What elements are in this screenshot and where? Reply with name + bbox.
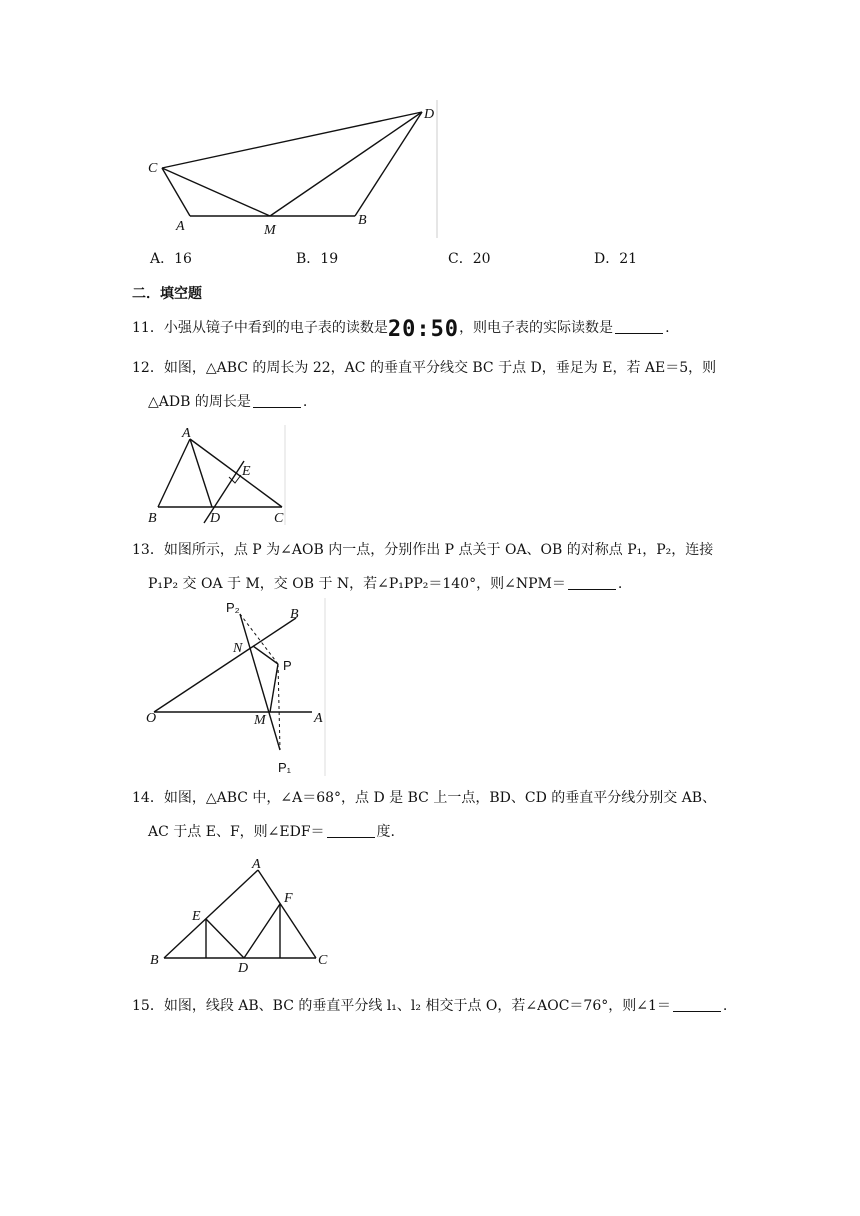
segment-ab bbox=[164, 870, 258, 958]
segment-pp2-dashed bbox=[240, 614, 278, 664]
figure-q12 bbox=[140, 425, 300, 527]
segment-pn bbox=[253, 646, 278, 664]
q12-end: . bbox=[302, 394, 308, 410]
q13-line1: 13．如图所示，点 P 为∠AOB 内一点，分别作出 P 点关于 OA、OB 的对称点 P₁，P₂，连接 bbox=[132, 542, 714, 558]
option-a: A．16 bbox=[150, 251, 192, 267]
label-b: B bbox=[290, 607, 299, 622]
segment-md bbox=[270, 112, 422, 216]
label-b: B bbox=[358, 213, 367, 228]
segment-ac bbox=[258, 870, 316, 958]
label-d: D bbox=[210, 511, 221, 526]
label-b: B bbox=[148, 511, 157, 526]
label-c: C bbox=[148, 161, 158, 176]
figure-q10 bbox=[140, 100, 450, 240]
label-e: E bbox=[192, 909, 201, 924]
section-title: 二．填空题 bbox=[132, 286, 202, 302]
answer-blank-12[interactable] bbox=[253, 393, 301, 408]
answer-blank-11[interactable] bbox=[615, 319, 663, 334]
segment-pp1-dashed bbox=[278, 664, 280, 750]
q13-end: . bbox=[617, 576, 623, 592]
answer-blank-15[interactable] bbox=[673, 997, 721, 1012]
figure-q14 bbox=[140, 852, 340, 974]
label-a: A bbox=[182, 426, 191, 441]
label-a: A bbox=[314, 711, 323, 726]
q15-text: 15．如图，线段 AB、BC 的垂直平分线 l₁、l₂ 相交于点 O，若∠AOC＝76°，则∠1＝ bbox=[132, 998, 671, 1014]
label-o: O bbox=[146, 711, 157, 726]
q15-end: . bbox=[722, 998, 728, 1014]
q14-end: 度. bbox=[376, 824, 395, 840]
q12-line1: 12．如图，△ABC 的周长为 22，AC 的垂直平分线交 BC 于点 D，垂足为 E，若 AE＝5，则 bbox=[132, 360, 717, 376]
q14-line2: AC 于点 E、F，则∠EDF＝ bbox=[148, 824, 325, 840]
label-c: C bbox=[274, 511, 284, 526]
q13-line2: P₁P₂ 交 OA 于 M，交 OB 于 N，若∠P₁PP₂＝140°，则∠NPM＝ bbox=[148, 576, 566, 592]
segment-cd bbox=[162, 112, 422, 168]
segment-p1p2 bbox=[240, 614, 280, 750]
label-c: C bbox=[318, 953, 328, 968]
segment-ad bbox=[190, 439, 212, 507]
q14-line1: 14．如图，△ABC 中，∠A＝68°，点 D 是 BC 上一点，BD、CD 的垂直平分线分别交 AB、 bbox=[132, 790, 717, 806]
segment-ca bbox=[162, 168, 190, 216]
label-p1: P₁ bbox=[278, 760, 292, 775]
segment-ab bbox=[158, 439, 190, 507]
q11-end: . bbox=[665, 320, 670, 336]
segment-df bbox=[244, 904, 280, 958]
label-p2: P₂ bbox=[226, 600, 240, 615]
label-a: A bbox=[176, 219, 185, 234]
label-f: F bbox=[284, 891, 293, 906]
label-d: D bbox=[424, 107, 435, 122]
label-a: A bbox=[252, 857, 261, 872]
question-11 bbox=[132, 318, 670, 341]
label-n: N bbox=[233, 641, 243, 656]
label-p: P bbox=[283, 658, 292, 673]
q12-line2: △ADB 的周长是 bbox=[148, 394, 251, 410]
label-m: M bbox=[264, 223, 276, 238]
option-c: C．20 bbox=[448, 251, 491, 267]
segment-cm bbox=[162, 168, 270, 216]
option-d: D．21 bbox=[594, 251, 638, 267]
answer-blank-14[interactable] bbox=[327, 823, 375, 838]
answer-blank-13[interactable] bbox=[568, 575, 616, 590]
q11-text-post: ，则电子表的实际读数是 bbox=[459, 320, 614, 336]
segment-pm bbox=[270, 664, 278, 712]
option-b: B．19 bbox=[296, 251, 339, 267]
label-e: E bbox=[242, 464, 251, 479]
segment-bd bbox=[355, 112, 422, 216]
question-13 bbox=[132, 540, 713, 594]
ray-ob bbox=[154, 618, 296, 712]
question-15 bbox=[132, 996, 727, 1016]
clock-reading: 20:50 bbox=[387, 317, 460, 342]
label-m: M bbox=[254, 713, 266, 728]
label-b: B bbox=[150, 953, 159, 968]
question-14 bbox=[132, 788, 716, 842]
figure-q13 bbox=[140, 598, 340, 778]
q11-text-pre: 11．小强从镜子中看到的电子表的读数是 bbox=[132, 320, 388, 336]
segment-ed bbox=[206, 919, 244, 958]
question-12 bbox=[132, 358, 716, 412]
label-d: D bbox=[238, 961, 249, 974]
